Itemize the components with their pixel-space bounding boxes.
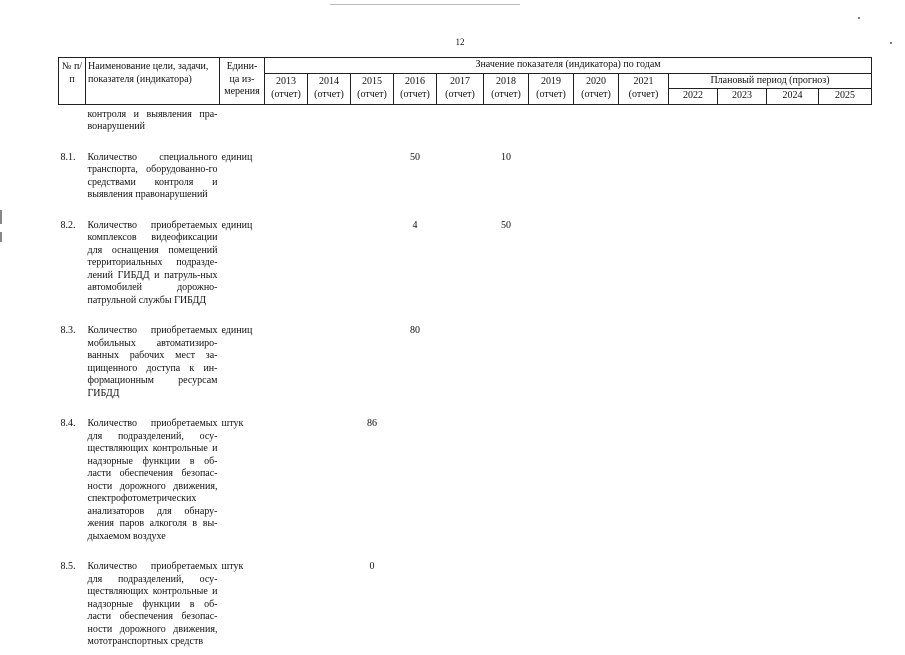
value-2021 <box>619 406 669 549</box>
row-name: Количество приобретаемых мобильных автоматизиро-ванных рабочих мест за-щищенного доступа к ин-формационным ресурсам ГИБДД <box>87 325 218 399</box>
value-2021 <box>619 208 669 314</box>
header-plan-year-2025: 2025 <box>819 89 872 105</box>
value-2020 <box>574 406 619 549</box>
value-2017 <box>437 313 484 406</box>
row-unit: штук <box>221 418 244 429</box>
header-year-2016: 2016 (отчет) <box>394 73 437 104</box>
header-year-2019: 2019 (отчет) <box>529 73 574 104</box>
row-number: 8.4. <box>60 418 76 429</box>
value-2023 <box>718 406 767 549</box>
scan-speck <box>890 42 892 44</box>
value-2015 <box>351 313 394 406</box>
header-year-2017: 2017 (отчет) <box>437 73 484 104</box>
value-2019 <box>529 208 574 314</box>
scan-speck <box>858 17 860 19</box>
row-name: Количество приобретаемых для подразделений, осу-ществляющих контрольные и надзорные функции в об-ласти обеспечения безопас-ности дорожного движения, спектрофотометрических анализаторов для обнару-жения паров алкоголя в вы-дыхаемом воздухе <box>87 418 218 542</box>
row-unit: единиц <box>221 219 253 231</box>
scan-margin-mark <box>0 210 2 224</box>
value-2013 <box>265 406 308 549</box>
value-2016: 80 <box>410 325 420 336</box>
value-2025 <box>819 313 872 406</box>
header-year-2014: 2014 (отчет) <box>308 73 351 104</box>
page-number: 12 <box>455 37 465 47</box>
header-year-2021: 2021 (отчет) <box>619 73 669 104</box>
header-year-2015: 2015 (отчет) <box>351 73 394 104</box>
table-row <box>59 208 872 314</box>
row-name: Количество приобретаемых для подразделений, осу-ществляющих контрольные и надзорные функции в об-ласти обеспечения безопас-ности дорожного движения, мототранспортных средств <box>87 561 218 647</box>
value-2013 <box>265 208 308 314</box>
header-year-2018: 2018 (отчет) <box>484 73 529 104</box>
value-2016: 50 <box>410 151 420 163</box>
value-2019 <box>529 313 574 406</box>
value-2013 <box>265 140 308 208</box>
row-number: 8.5. <box>60 561 76 572</box>
value-2014 <box>308 208 351 314</box>
value-2024 <box>767 406 819 549</box>
value-2014 <box>308 406 351 549</box>
header-unit: Едини-ца из-мерения <box>220 58 265 105</box>
header-no: № п/п <box>59 58 86 105</box>
indicator-table <box>58 57 872 655</box>
header-year-2020: 2020 (отчет) <box>574 73 619 104</box>
table-header <box>59 58 872 105</box>
row-name: Количество приобретаемых комплексов видеофиксации для оснащения помещений территориальных подразде-лений ГИБДД и патруль-ных автомобилей дорожно-патрульной службы ГИБДД <box>87 219 218 306</box>
value-2022 <box>669 313 718 406</box>
value-2024 <box>767 313 819 406</box>
row-values <box>265 104 872 140</box>
value-2025 <box>819 208 872 314</box>
row-unit <box>220 104 265 140</box>
value-2019 <box>529 406 574 549</box>
row-unit: единиц <box>221 151 253 163</box>
table-row-continuation <box>59 104 872 140</box>
scan-margin-mark <box>0 232 2 242</box>
value-2015: 0 <box>369 561 375 572</box>
value-2017 <box>437 208 484 314</box>
value-2025 <box>819 140 872 208</box>
value-2015: 86 <box>367 418 377 429</box>
header-plan-year-2023: 2023 <box>718 89 767 105</box>
value-2022 <box>669 140 718 208</box>
value-2018: 50 <box>501 219 511 231</box>
table-row <box>59 406 872 549</box>
value-2021 <box>619 140 669 208</box>
scan-top-rule <box>330 4 520 5</box>
row-number <box>59 104 86 140</box>
value-2015 <box>351 140 394 208</box>
header-year-2013: 2013 (отчет) <box>265 73 308 104</box>
value-2024 <box>767 208 819 314</box>
row-number: 8.3. <box>60 325 76 336</box>
value-2022 <box>669 208 718 314</box>
row-number: 8.1. <box>60 151 76 163</box>
row-unit: штук <box>221 561 244 572</box>
value-2014 <box>308 313 351 406</box>
value-2020 <box>574 140 619 208</box>
row-name: контроля и выявления пра-вонарушений <box>87 108 218 132</box>
value-2023 <box>718 140 767 208</box>
value-2016 <box>394 406 437 549</box>
header-name: Наименование цели, задачи, показателя (индикатора) <box>86 58 220 105</box>
row-number: 8.2. <box>60 219 76 231</box>
value-2023 <box>718 208 767 314</box>
row-name: Количество специального транспорта, оборудованно-го средствами контроля и выявления правонарушений <box>87 151 218 200</box>
value-2020 <box>574 208 619 314</box>
row-unit: единиц <box>221 325 253 336</box>
value-2024 <box>767 140 819 208</box>
table-row <box>59 313 872 406</box>
table-row <box>59 140 872 208</box>
value-2020 <box>574 313 619 406</box>
value-2017 <box>437 140 484 208</box>
value-2016: 4 <box>412 219 418 231</box>
value-2021 <box>619 313 669 406</box>
header-plan-year-2024: 2024 <box>767 89 819 105</box>
value-2013 <box>265 313 308 406</box>
value-2014 <box>308 140 351 208</box>
value-2015 <box>351 208 394 314</box>
value-2023 <box>718 313 767 406</box>
header-plan-period: Плановый период (прогноз) <box>669 73 872 89</box>
value-2018 <box>484 313 529 406</box>
value-2017 <box>437 406 484 549</box>
value-2022 <box>669 406 718 549</box>
value-2018 <box>484 406 529 549</box>
value-2025 <box>819 406 872 549</box>
table-body <box>59 104 872 655</box>
value-2019 <box>529 140 574 208</box>
header-values-group: Значение показателя (индикатора) по годам <box>265 58 872 74</box>
value-2018: 10 <box>501 151 511 163</box>
header-plan-year-2022: 2022 <box>669 89 718 105</box>
